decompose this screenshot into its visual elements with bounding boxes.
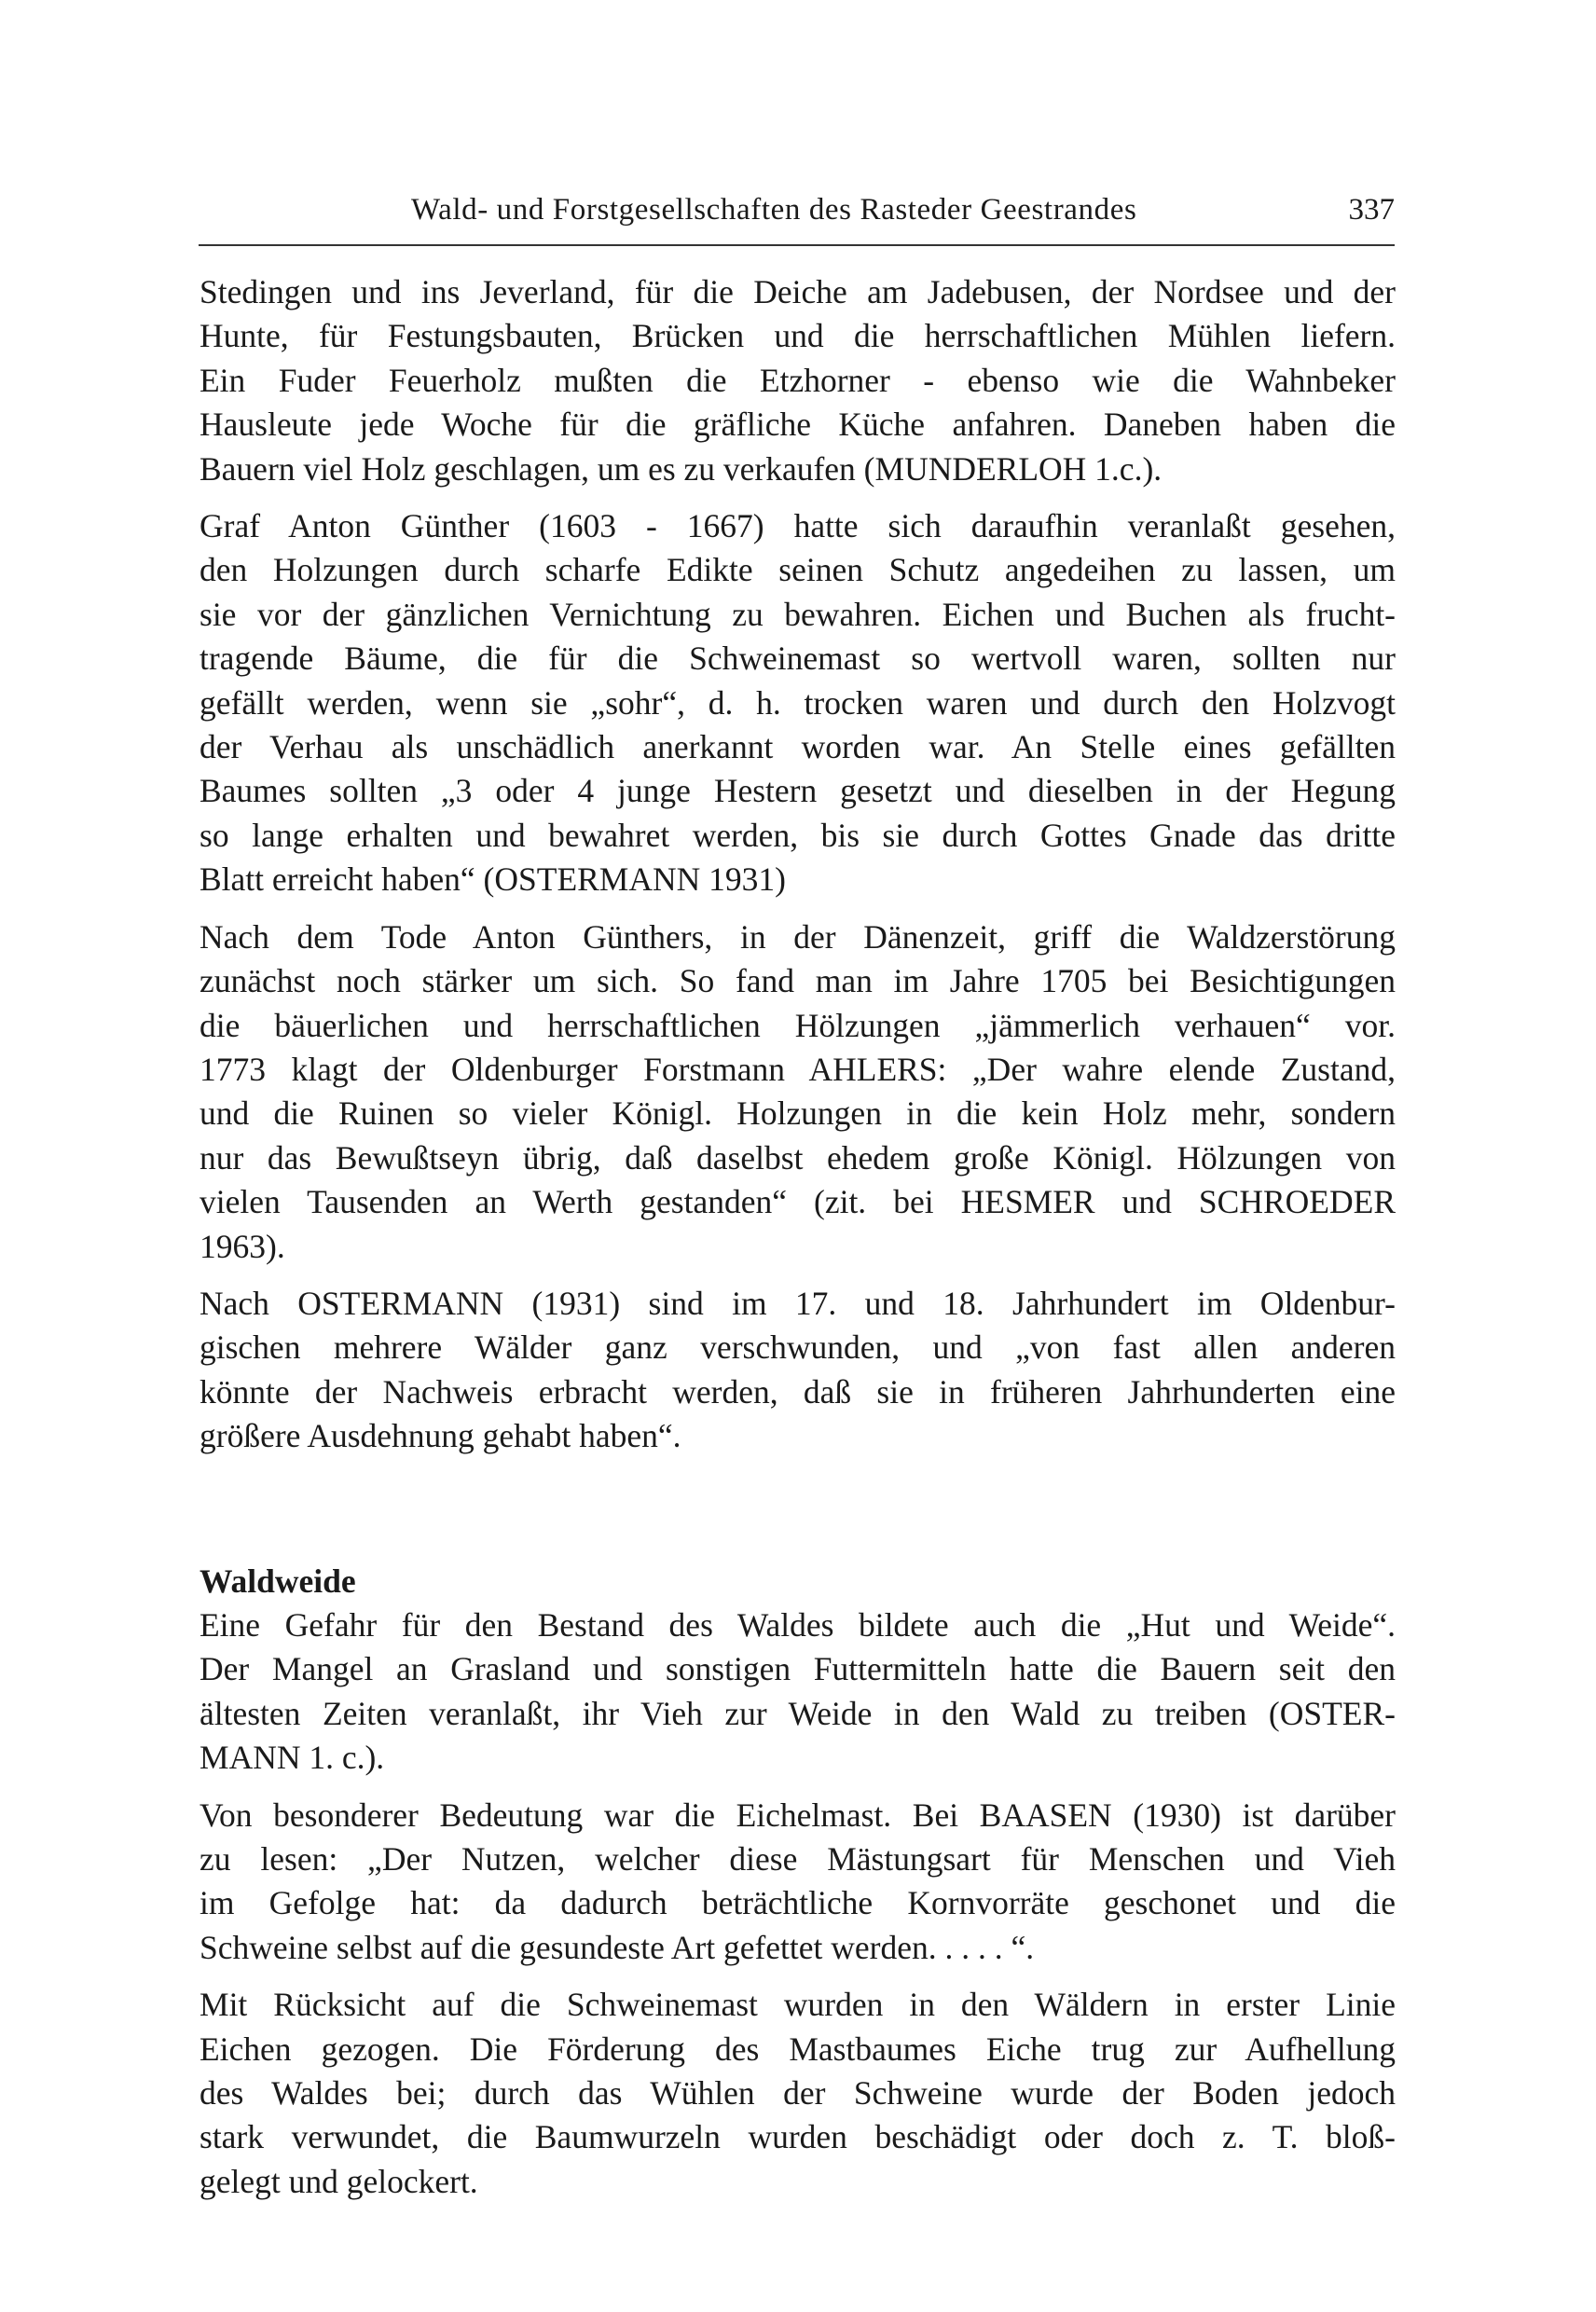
- page-number: 337: [1348, 193, 1395, 227]
- text-line: 1773 klagt der Oldenburger Forstmann AHLERS: „Der wahre elende Zustand,: [200, 1050, 1396, 1088]
- text-line: zunächst noch stärker um sich. So fand man im Jahre 1705 bei Besichtigungen: [200, 962, 1396, 1000]
- text-line: des Waldes bei; durch das Wühlen der Schweine wurde der Boden jedoch: [200, 2074, 1396, 2112]
- text-line: Hunte, für Festungsbauten, Brücken und die herrschaftlichen Mühlen liefern.: [200, 317, 1396, 355]
- text-line: Graf Anton Günther (1603 - 1667) hatte sich daraufhin veranlaßt gesehen,: [200, 507, 1396, 545]
- text-line: Ein Fuder Feuerholz mußten die Etzhorner - ebenso wie die Wahnbeker: [200, 361, 1396, 399]
- paragraph-3: [200, 915, 1396, 1269]
- text-line: Von besonderer Bedeutung war die Eichelmast. Bei BAASEN (1930) ist darüber: [200, 1796, 1396, 1834]
- text-line: MANN 1. c.).: [200, 1739, 385, 1777]
- text-line: die bäuerlichen und herrschaftlichen Hölzungen „jämmerlich verhauen“ vor.: [200, 1006, 1396, 1044]
- paragraph-2: [200, 504, 1396, 902]
- text-line: vielen Tausenden an Werth gestanden“ (zit. bei HESMER und SCHROEDER: [200, 1183, 1396, 1221]
- text-line: zu lesen: „Der Nutzen, welcher diese Mästungsart für Menschen und Vieh: [200, 1840, 1396, 1878]
- text-line: gefällt werden, wenn sie „sohr“, d. h. trocken waren und durch den Holzvogt: [200, 683, 1396, 722]
- text-line: den Holzungen durch scharfe Edikte seinen Schutz angedeihen zu lassen, um: [200, 551, 1396, 589]
- text-line: Blatt erreicht haben“ (OSTERMANN 1931): [200, 860, 786, 899]
- text-line: Baumes sollten „3 oder 4 junge Hestern gesetzt und dieselben in der Hegung: [200, 772, 1396, 810]
- text-line: im Gefolge hat: da dadurch beträchtliche Kornvorräte geschonet und die: [200, 1884, 1396, 1922]
- running-header: [199, 186, 1395, 242]
- body-text: [200, 270, 1396, 2204]
- text-line: Eichen gezogen. Die Förderung des Mastbaumes Eiche trug zur Aufhellung: [200, 2030, 1396, 2068]
- section-paragraph-1: [200, 1603, 1396, 1781]
- text-line: so lange erhalten und bewahret werden, bis sie durch Gottes Gnade das dritte: [200, 816, 1396, 854]
- text-line: Bauern viel Holz geschlagen, um es zu verkaufen (MUNDERLOH 1.c.).: [200, 449, 1163, 488]
- text-line: Nach dem Tode Anton Günthers, in der Dänenzeit, griff die Waldzerstörung: [200, 917, 1396, 956]
- text-line: Nach OSTERMANN (1931) sind im 17. und 18. Jahrhundert im Oldenbur-: [200, 1284, 1396, 1322]
- text-line: könnte der Nachweis erbracht werden, daß sie in früheren Jahrhunderten eine: [200, 1372, 1396, 1411]
- text-line: stark verwundet, die Baumwurzeln wurden beschädigt oder doch z. T. bloß-: [200, 2118, 1396, 2156]
- paragraph-4: [200, 1282, 1396, 1459]
- text-line: nur das Bewußtseyn übrig, daß daselbst ehedem große Königl. Hölzungen von: [200, 1138, 1396, 1177]
- text-line: sie vor der gänzlichen Vernichtung zu bewahren. Eichen und Buchen als frucht-: [200, 595, 1396, 633]
- text-line: 1963).: [200, 1227, 285, 1265]
- text-line: Eine Gefahr für den Bestand des Waldes bildete auch die „Hut und Weide“.: [200, 1605, 1396, 1644]
- text-line: ältesten Zeiten veranlaßt, ihr Vieh zur Weide in den Wald zu treiben (OSTER-: [200, 1694, 1396, 1732]
- text-line: tragende Bäume, die für die Schweinemast so wertvoll waren, sollten nur: [200, 640, 1396, 678]
- text-line: Hausleute jede Woche für die gräfliche Küche anfahren. Daneben haben die: [200, 406, 1396, 444]
- text-line: Schweine selbst auf die gesundeste Art gefettet werden. . . . . “.: [200, 1928, 1035, 1966]
- text-line: und die Ruinen so vieler Königl. Holzungen in die kein Holz mehr, sondern: [200, 1094, 1396, 1133]
- text-line: gischen mehrere Wälder ganz verschwunden, und „von fast allen anderen: [200, 1328, 1396, 1367]
- text-line: Mit Rücksicht auf die Schweinemast wurden in den Wäldern in erster Linie: [200, 1986, 1396, 2024]
- text-line: Stedingen und ins Jeverland, für die Deiche am Jadebusen, der Nordsee und der: [200, 273, 1396, 310]
- section-heading: Waldweide: [200, 1562, 356, 1600]
- paragraph-1: [200, 270, 1396, 491]
- section-paragraph-3: [200, 1983, 1396, 2204]
- header-rule: [199, 244, 1395, 246]
- text-line: Der Mangel an Grasland und sonstigen Futtermitteln hatte die Bauern seit den: [200, 1650, 1396, 1688]
- text-line: gelegt und gelockert.: [200, 2162, 478, 2200]
- text-line: größere Ausdehnung gehabt haben“.: [200, 1417, 681, 1455]
- section-paragraph-2: [200, 1794, 1396, 1971]
- text-line: der Verhau als unschädlich anerkannt worden war. An Stelle eines gefällten: [200, 728, 1396, 766]
- running-title: Wald- und Forstgesellschaften des Rasteder Geestrandes: [411, 193, 1137, 227]
